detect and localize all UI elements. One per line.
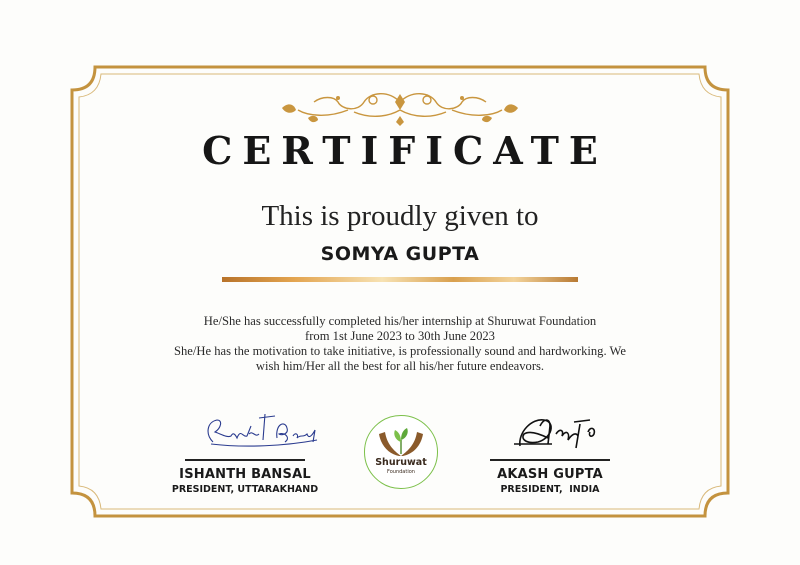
presentation-line: This is proudly given to xyxy=(261,200,539,232)
signatory-left xyxy=(135,404,355,495)
certificate-title: CERTIFICATE xyxy=(202,128,608,173)
signatory-left-name: ISHANTH BANSAL xyxy=(179,467,311,482)
logo-name: Shuruwat xyxy=(375,457,427,468)
body-line-2: from 1st June 2023 to 30th June 2023 xyxy=(305,329,495,343)
signatory-right-title: PRESIDENT, INDIA xyxy=(500,484,600,495)
signatory-left-title: PRESIDENT, UTTARAKHAND xyxy=(171,484,319,495)
signature-right-image xyxy=(440,404,660,454)
gold-divider xyxy=(222,277,578,282)
certificate-body xyxy=(130,314,670,374)
signatory-right-name: AKASH GUPTA xyxy=(497,467,603,482)
logo-subtitle: Foundation xyxy=(387,469,415,475)
signature-line-right xyxy=(490,459,610,461)
body-line-1: He/She has successfully completed his/her internship at Shuruwat Foundation xyxy=(203,314,597,328)
signature-left-image xyxy=(135,404,355,454)
body-line-4: wish him/Her all the best for all his/her future endeavors. xyxy=(255,359,545,373)
foundation-logo xyxy=(364,415,438,489)
signatory-right xyxy=(440,404,660,495)
signature-line-left xyxy=(185,459,305,461)
body-line-3: She/He has the motivation to take initiative, is professionally sound and hardworking. We xyxy=(173,344,627,358)
hands-sprout-icon xyxy=(365,416,437,488)
recipient-name: SOMYA GUPTA xyxy=(320,243,480,265)
ornament-flourish xyxy=(278,88,522,128)
